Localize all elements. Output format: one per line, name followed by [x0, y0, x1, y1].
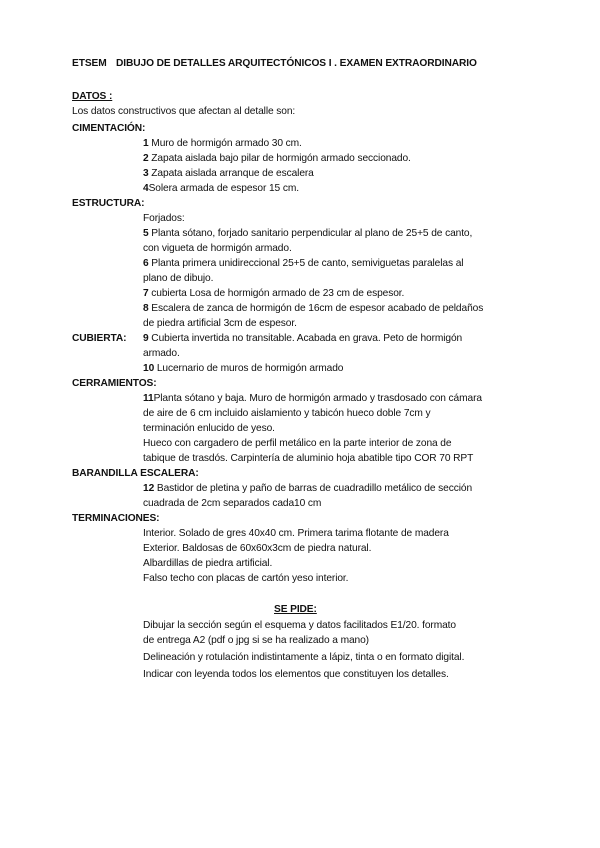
- cerramientos-hueco-line-2: tabique de trasdós. Carpintería de aluminio hoja abatible tipo COR 70 RPT: [143, 453, 474, 464]
- item-text: Planta sótano y baja. Muro de hormigón armado y trasdosado con cámara: [153, 393, 482, 404]
- cimentacion-label: CIMENTACIÓN:: [72, 123, 146, 134]
- barandilla-item-12-cont: cuadrada de 2cm separados cada10 cm: [143, 498, 322, 509]
- item-text: Planta sótano, forjado sanitario perpendicular al plano de 25+5 de canto,: [148, 228, 473, 239]
- cerramientos-item-11-cont-1: de aire de 6 cm incluido aislamiento y tabicón hueco doble 7cm y: [143, 408, 431, 419]
- terminaciones-line-3: Albardillas de piedra artificial.: [143, 558, 273, 569]
- se-pide-line-2: de entrega A2 (pdf o jpg si se ha realizado a mano): [143, 635, 369, 646]
- item-number: 5: [143, 228, 149, 239]
- item-text: Solera armada de espesor 15 cm.: [148, 183, 299, 194]
- cubierta-item-10: [143, 362, 343, 376]
- item-number: 11: [143, 393, 154, 404]
- terminaciones-line-1: Interior. Solado de gres 40x40 cm. Primera tarima flotante de madera: [143, 528, 449, 539]
- item-number: 12: [143, 483, 155, 494]
- item-number: 4: [143, 183, 149, 194]
- se-pide-heading: SE PIDE:: [274, 604, 317, 615]
- se-pide-line-4: Indicar con leyenda todos los elementos que constituyen los detalles.: [143, 669, 449, 680]
- estructura-item-7: [143, 287, 404, 301]
- item-number: 6: [143, 258, 149, 269]
- item-text: cubierta Losa de hormigón armado de 23 cm de espesor.: [148, 288, 405, 299]
- item-number: 9: [143, 333, 149, 344]
- barandilla-item-12: [143, 482, 472, 496]
- datos-heading: DATOS :: [72, 91, 113, 102]
- terminaciones-line-2: Exterior. Baldosas de 60x60x3cm de piedra natural.: [143, 543, 372, 554]
- estructura-item-5-cont: con vigueta de hormigón armado.: [143, 243, 292, 254]
- item-text: Muro de hormigón armado 30 cm.: [148, 138, 302, 149]
- item-text: Planta primera unidireccional 25+5 de canto, semiviguetas paralelas al: [148, 258, 464, 269]
- item-text: Lucernario de muros de hormigón armado: [154, 363, 344, 374]
- item-number: 8: [143, 303, 149, 314]
- item-number: 7: [143, 288, 149, 299]
- item-text: Bastidor de pletina y paño de barras de cuadradillo metálico de sección: [154, 483, 473, 494]
- se-pide-line-3: Delineación y rotulación indistintamente a lápiz, tinta o en formato digital.: [143, 652, 465, 663]
- se-pide-line-1: Dibujar la sección según el esquema y datos facilitados E1/20. formato: [143, 620, 456, 631]
- barandilla-label: BARANDILLA ESCALERA:: [72, 468, 199, 479]
- datos-intro: Los datos constructivos que afectan al detalle son:: [72, 106, 296, 117]
- document-title: DIBUJO DE DETALLES ARQUITECTÓNICOS I . EXAMEN EXTRAORDINARIO: [116, 58, 477, 69]
- item-number: 2: [143, 153, 149, 164]
- estructura-item-5: [143, 227, 472, 241]
- estructura-item-6: [143, 257, 463, 271]
- cubierta-item-9: [143, 332, 462, 346]
- cerramientos-item-11-cont-2: terminación enlucido de yeso.: [143, 423, 275, 434]
- cerramientos-hueco-line-1: Hueco con cargadero de perfil metálico en la parte interior de zona de: [143, 438, 452, 449]
- estructura-item-8-cont: de piedra artificial 3cm de espesor.: [143, 318, 297, 329]
- cubierta-item-9-cont: armado.: [143, 348, 180, 359]
- cimentacion-item-4: [143, 182, 299, 196]
- cerramientos-item-11: [143, 392, 482, 406]
- estructura-label: ESTRUCTURA:: [72, 198, 145, 209]
- estructura-item-6-cont: plano de dibujo.: [143, 273, 214, 284]
- terminaciones-line-4: Falso techo con placas de cartón yeso interior.: [143, 573, 349, 584]
- forjados-label: Forjados:: [143, 213, 185, 224]
- terminaciones-label: TERMINACIONES:: [72, 513, 160, 524]
- item-number: 3: [143, 168, 149, 179]
- cimentacion-item-2: [143, 152, 411, 166]
- school-name: ETSEM: [72, 58, 107, 69]
- estructura-item-8: [143, 302, 483, 316]
- cubierta-label: CUBIERTA:: [72, 333, 127, 344]
- cerramientos-label: CERRAMIENTOS:: [72, 378, 157, 389]
- cimentacion-item-3: [143, 167, 314, 181]
- item-number: 1: [143, 138, 149, 149]
- cimentacion-item-1: [143, 137, 302, 151]
- item-text: Escalera de zanca de hormigón de 16cm de espesor acabado de peldaños: [148, 303, 484, 314]
- item-text: Cubierta invertida no transitable. Acabada en grava. Peto de hormigón: [148, 333, 463, 344]
- item-number: 10: [143, 363, 155, 374]
- item-text: Zapata aislada arranque de escalera: [148, 168, 314, 179]
- item-text: Zapata aislada bajo pilar de hormigón armado seccionado.: [148, 153, 411, 164]
